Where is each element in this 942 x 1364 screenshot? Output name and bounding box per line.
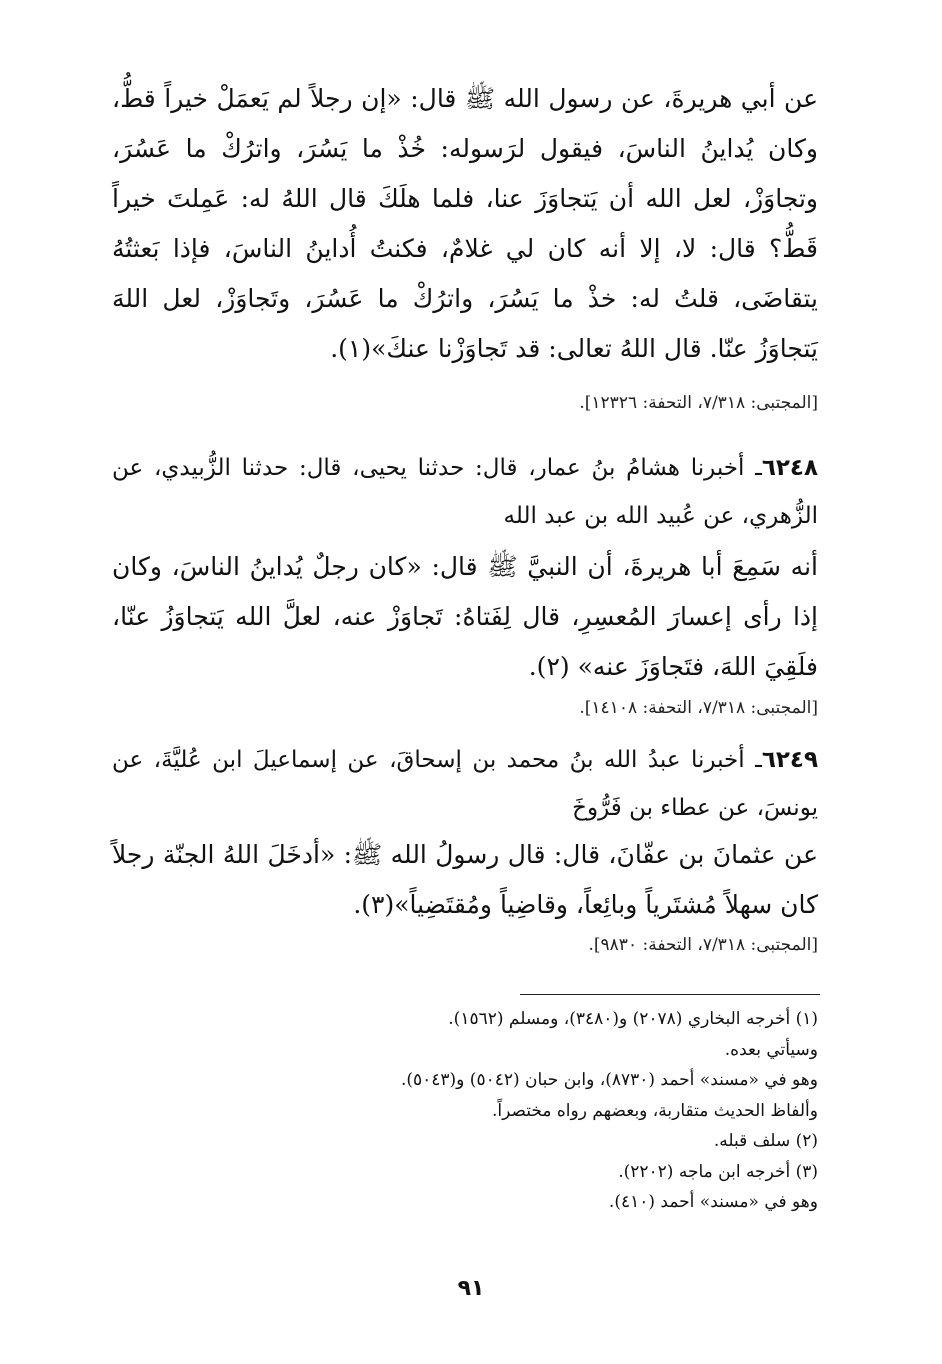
reference-1-text: [المجتبى: ٧/٣١٨، التحفة: ١٢٣٢٦].: [579, 393, 818, 413]
isnad-text: ـ أخبرنا عبدُ الله بنُ محمد بن إسحاقَ، عن إسماعيلَ ابن عُليَّةَ، عن يونسَ، عن عطاء بن فَرُّوخَ: [112, 747, 818, 821]
hadith-6248-isnad: [112, 444, 818, 540]
hadith-number: ٦٢٤٨: [761, 455, 818, 481]
hadith-6249-matn: [112, 830, 818, 930]
footnote-line: (١) أخرجه البخاري (٢٠٧٨) و(٣٤٨٠)، ومسلم (١٥٦٢).: [448, 1009, 818, 1029]
footnote-divider: [520, 994, 820, 995]
reference-6248: [112, 695, 818, 721]
matn-text: عن عثمانَ بن عفّانَ، قال: قال رسولُ الله ﷺ: «أدخَلَ اللهُ الجنّة رجلاً كان سهلاً مُشتَرياً وبائِعاً، وقاضِياً ومُقتَضِياً»(٣).: [112, 840, 818, 919]
reference-1: [112, 390, 818, 416]
paragraph-1: عن أبي هريرةَ، عن رسول الله ﷺ قال: «إن رجلاً لم يَعمَلْ خيراً قطُّ، وكان يُداينُ الناسَ، فيقول لرَسوله: خُذْ ما يَسُرَ، واترُكْ ما عَسُرَ، وتجاوَزْ، لعل الله أن يَتجاوَزَ عنا، فلما هلَكَ قال اللهُ له: عَمِلتَ خيراً قَطُّ؟ قال: لا، إلا أنه كان لي غلامٌ، فكنتُ أُداينُ الناسَ، فإذا بَعثتُهُ يتقاضَى، قلتُ له: خذْ ما يَسُرَ، واترُكْ ما عَسُرَ، وتَجاوَزْ، لعل اللهَ يَتجاوَزُ عنّا. قال اللهُ تعالى: قد تَجاوَزْنا عنكَ»(١).: [112, 84, 818, 363]
reference-text: [المجتبى: ٧/٣١٨، التحفة: ٩٨٣٠].: [588, 935, 818, 955]
footnote-line: وهو في «مسند» أحمد (٤١٠).: [608, 1192, 818, 1212]
footnote-line: (٢) سلف قبله.: [713, 1131, 818, 1151]
hadith-6248-matn: [112, 542, 818, 692]
footnote-line: (٣) أخرجه ابن ماجه (٢٢٠٢).: [618, 1161, 818, 1182]
page-number: ٩١: [457, 1276, 485, 1301]
footnote-line: وسيأتي بعده.: [724, 1039, 818, 1060]
footnote-line: وهو في «مسند» أحمد (٨٧٣٠)، وابن حبان (٥٠٤٢) و(٥٠٤٣).: [400, 1070, 818, 1090]
reference-6249: [112, 932, 818, 958]
footnotes: [112, 1004, 818, 1218]
reference-text: [المجتبى: ٧/٣١٨، التحفة: ١٤١٠٨].: [579, 698, 818, 718]
hadith-number: ٦٢٤٩: [761, 747, 818, 773]
footnote-line: وألفاظ الحديث متقاربة، وبعضهم رواه مختصراً.: [492, 1100, 818, 1121]
hadith-6249-isnad: [112, 736, 818, 832]
paragraph-hadith-text: [112, 74, 818, 374]
matn-text: أنه سَمِعَ أبا هريرةَ، أن النبيَّ ﷺ قال: «كان رجلٌ يُداينُ الناسَ، وكان إذا رأى إعسارَ المُعسِرِ، قال لِفَتاهُ: تَجاوَزْ عنه، لعلَّ الله يَتجاوَزُ عنّا، فلَقِيَ اللهَ، فتَجاوَزَ عنه» (٢).: [112, 552, 818, 681]
isnad-text: ـ أخبرنا هشامُ بنُ عمار، قال: حدثنا يحيى، قال: حدثنا الزُّبيدي، عن الزُّهري، عن عُبيد الله بن عبد الله: [112, 455, 818, 529]
